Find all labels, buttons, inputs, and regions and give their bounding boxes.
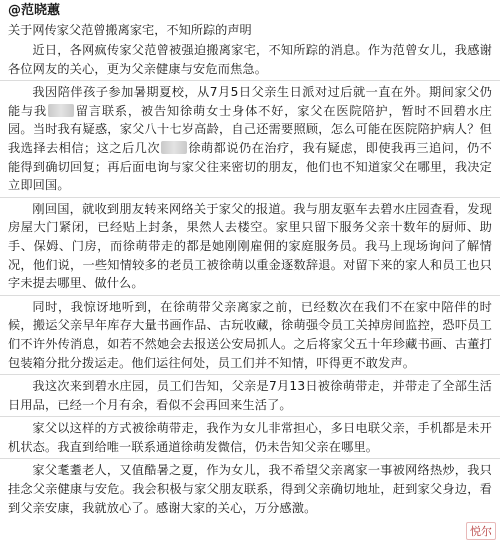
paragraph-7: 家父耄耋老人，又值酷暑之夏，作为女儿，我不希望父亲离家一事被网络热炒，我只挂念父亲健康与安危。我会积极与家父朋友联系，得到父亲确切地址，赶到家父身边，看到父亲安康，我就放心了。感谢大家的关心，万分感激。 bbox=[8, 463, 492, 515]
paragraph-1: 近日，各网疯传家父范曾被强迫搬离家宅，不知所踪的消息。作为范曾女儿，我感谢各位网友的关心，更为父亲健康与安危而焦急。 bbox=[8, 43, 492, 76]
paragraph-6: 家父以这样的方式被徐萌带走，我作为女儿非常担心，多日电联父亲，手机都是未开机状态。我直到给唯一联系通道徐萌发微信，仍未告知父亲在哪里。 bbox=[8, 421, 492, 454]
divider bbox=[0, 80, 500, 81]
paragraph-2-part-1: 我因陪伴孩子参加暑期夏校，从7月5日父亲生日派对过后就一直在外。期间家父仍能与我 bbox=[8, 85, 492, 118]
author-name[interactable]: @范晓蕙 bbox=[8, 3, 61, 18]
paragraph-5: 我这次来到碧水庄园，员工们告知，父亲是7月13日被徐萌带走，并带走了全部生活日用品，已经一个月有余，看似不会再回来生活了。 bbox=[8, 379, 492, 412]
paragraph-3: 刚回国，就收到朋友转来网络关于家父的报道。我与朋友驱车去碧水庄园查看，发现房屋大门紧闭，已经贴上封条，果然人去楼空。家里只留下服务父亲十数年的厨师、助手、保姆、门房，而徐萌带走的都是她刚刚雇佣的家庭服务员。我马上现场询问了解情况，他们说，一些知情较多的老员工被徐萌以重金逐数辞退。对留下来的家人和员工也只字未提去哪里、做什么。 bbox=[8, 201, 492, 291]
paragraph-2-part-3: 徐萌都说仍在治疗，我有疑虑，即使我再三追问，仍不能得到确切回复；再后面电询与家父往来密切的朋友，他们也不知道家父在哪里，我决定立即回国。 bbox=[8, 140, 492, 193]
paragraph-2-part-2: 留言联系，被告知徐萌女士身体不好，家父在医院陪护，暂时不回碧水庄园。当时我有疑惑，家父八十七岁高龄，自己还需要照顾，怎么可能在医院陪护病人？但我选择去相信；这之后几次 bbox=[8, 103, 492, 155]
divider bbox=[0, 416, 500, 417]
paragraph-2 bbox=[8, 83, 492, 195]
redacted-blur bbox=[48, 104, 74, 117]
paragraph-4: 同时，我惊讶地听到，在徐萌带父亲离家之前，已经数次在我们不在家中陪伴的时候，搬运父亲早年库存大量书画作品、古玩收藏，徐萌强令员工关掉房间监控，恐吓员工们不许外传消息，如若不然她会去报送公安局抓人。之后将家父五十年珍藏书画、古董打包装箱分批分拨运走。他们运往何处，员工们并不知情，吓得更不敢发声。 bbox=[8, 299, 492, 370]
divider bbox=[0, 458, 500, 459]
divider bbox=[0, 197, 500, 198]
statement-title: 关于网传家父范曾搬离家宅，不知所踪的声明 bbox=[8, 23, 252, 37]
watermark-logo: 悦尔 bbox=[466, 522, 496, 540]
redacted-blur bbox=[161, 141, 187, 154]
divider bbox=[0, 295, 500, 296]
divider bbox=[0, 374, 500, 375]
